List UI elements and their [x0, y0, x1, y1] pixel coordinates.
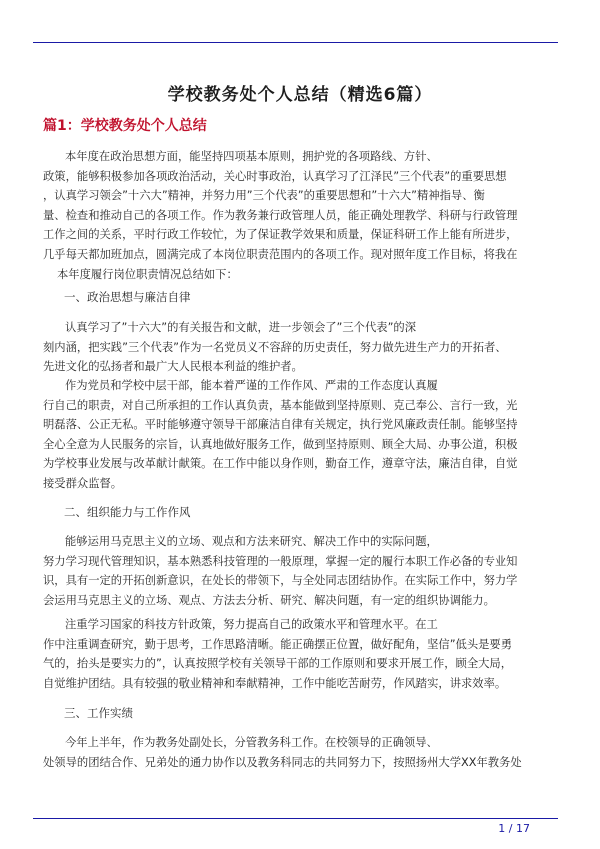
- para1-line: 本年度履行岗位职责情况总结如下：: [57, 267, 238, 281]
- para3-line: 行自己的职责，对自己所承担的工作认真负责，基本能做到坚持原则、克己奉公、言行一致，光: [43, 398, 518, 412]
- para4-line: 能够运用马克思主义的立场、观点和方法来研究、解决工作中的实际问题，: [65, 535, 438, 548]
- para1-line: 政策，能够积极参加各项政治活动，关心时事政治，认真学习了江泽民”三个代表”的重要思想: [43, 169, 507, 183]
- para3-line: 作为党员和学校中层干部，能本着严谨的工作作风、严肃的工作态度认真履: [65, 379, 438, 392]
- para1-line: 几乎每天都加班加点，圆满完成了本岗位职责范围内的各项工作。现对照年度工作目标，将我在: [43, 247, 518, 261]
- para1-line: ，认真学习领会”十六大”精神，并努力用”三个代表”的重要思想和”十六大”精神指导、衡: [43, 189, 485, 203]
- section-title: 篇1：学校教务处个人总结: [43, 118, 207, 134]
- para5-line: 作中注重调查研究，勤于思考，工作思路清晰。能正确摆正位置，做好配角，坚信”低头是要勇: [43, 637, 513, 651]
- para3-line: 接受群众监督。: [43, 476, 123, 490]
- para5-line: 注重学习国家的科技方针政策，努力提高自己的政策水平和管理水平。在工: [65, 618, 438, 631]
- top-rule: [33, 42, 558, 43]
- paragraph-3: [43, 376, 558, 494]
- page-number: 1 / 17: [498, 822, 530, 835]
- para5-line: 自觉维护团结。具有较强的敬业精神和奉献精神，工作中能吃苦耐劳，作风踏实，讲求效率。: [43, 676, 507, 690]
- para2-line: 刻内涵，把实践”三个代表”作为一名党员义不容辞的历史责任，努力做先进生产力的开拓者、: [43, 340, 507, 354]
- para4-line: 识，具有一定的开拓创新意识，在处长的带领下，与全处同志团结协作。在实际工作中，努力学: [43, 574, 518, 588]
- paragraph-6: [43, 733, 558, 772]
- para2-line: 认真学习了”十六大”的有关报告和文献，进一步领会了”三个代表”的深: [65, 321, 417, 334]
- para6-line: 处领导的团结合作、兄弟处的通力协作以及教务科同志的共同努力下，按照扬州大学XX年教务处: [43, 755, 522, 769]
- paragraph-5: [43, 615, 558, 693]
- para1-line: 本年度在政治思想方面，能坚持四项基本原则，拥护党的各项路线、方针、: [65, 150, 438, 163]
- paragraph-2: [43, 318, 558, 377]
- para1-line: 工作之间的关系，平时行政工作较忙，为了保证教学效果和质量，保证科研工作上能有所进步，: [43, 228, 518, 242]
- document-title: 学校教务处个人总结（精选6篇）: [167, 85, 433, 105]
- paragraph-1: [43, 147, 558, 284]
- heading-politics: 一、政治思想与廉洁自律: [64, 290, 191, 304]
- bottom-rule: [33, 818, 558, 819]
- para2-line: 先进文化的弘扬者和最广大人民根本利益的维护者。: [43, 360, 303, 374]
- para4-line: 会运用马克思主义的立场、观点、方法去分析、研究、解决问题，有一定的组织协调能力。: [43, 593, 495, 607]
- paragraph-4: [43, 532, 558, 610]
- heading-achievements: 三、工作实绩: [64, 706, 133, 720]
- para3-line: 为学校事业发展与改革献计献策。在工作中能以身作则，勤奋工作，遵章守法，廉洁自律，自觉: [43, 457, 518, 471]
- para3-line: 明磊落、公正无私。平时能够遵守领导干部廉洁自律有关规定，执行党风廉政责任制。能够坚持: [43, 418, 518, 432]
- para3-line: 全心全意为人民服务的宗旨，认真地做好服务工作，做到坚持原则、顾全大局、办事公道，积极: [43, 437, 518, 451]
- para1-line: 量、检查和推动自己的各项工作。作为教务兼行政管理人员，能正确处理教学、科研与行政管理: [43, 208, 518, 222]
- para6-line: 今年上半年，作为教务处副处长，分管教务科工作。在校领导的正确领导、: [65, 736, 438, 749]
- para5-line: 气的，抬头是要实力的”，认真按照学校有关领导干部的工作原则和要求开展工作，顾全大局，: [43, 657, 513, 671]
- heading-organization: 二、组织能力与工作作风: [64, 505, 191, 519]
- para4-line: 努力学习现代管理知识，基本熟悉科技管理的一般原理，掌握一定的履行本职工作必备的专业知: [43, 554, 518, 568]
